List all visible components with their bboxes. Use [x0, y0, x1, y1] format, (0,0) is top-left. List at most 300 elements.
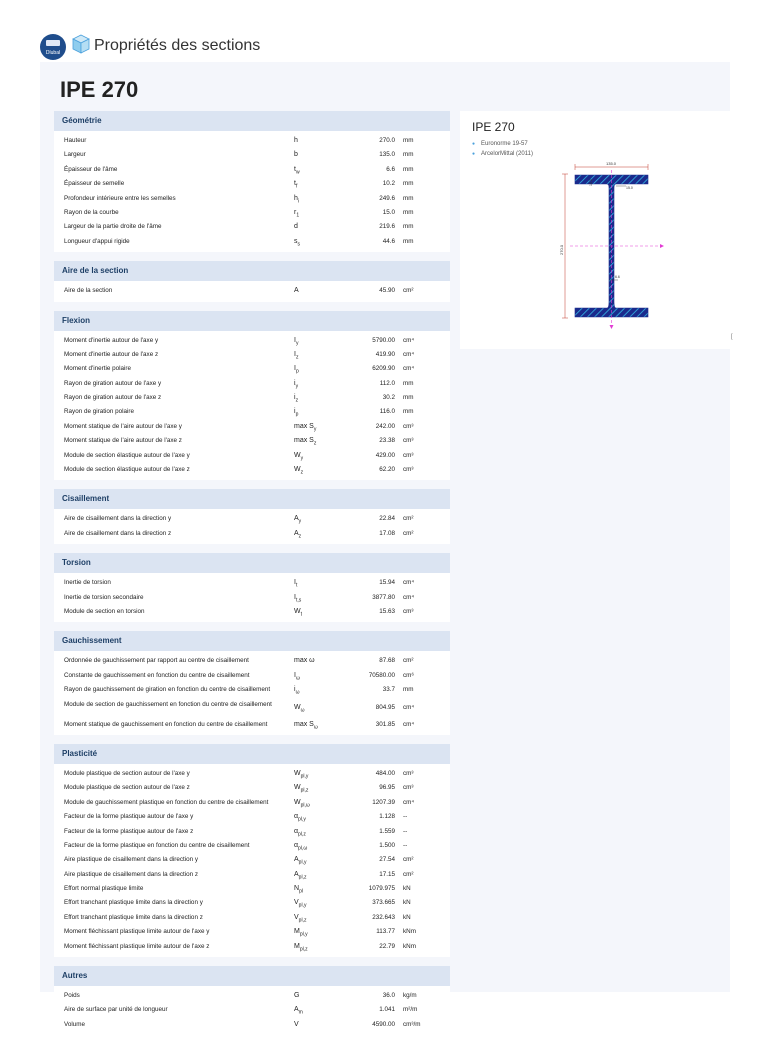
symbol-subscript: pl,z [298, 830, 306, 837]
property-value: 249.6 [379, 194, 395, 202]
symbol-main: A [294, 529, 299, 537]
symbol-subscript: ω [295, 675, 300, 682]
property-group [54, 744, 450, 957]
property-row [54, 669, 450, 683]
width-dim-label: 135.0 [606, 161, 617, 166]
group-header: Torsion [54, 553, 450, 573]
symbol-subscript: z [295, 354, 299, 361]
property-row [54, 882, 450, 896]
symbol-main: d [294, 223, 298, 231]
symbol-main: h [294, 137, 298, 144]
symbol-main: i [294, 379, 296, 387]
property-symbol [294, 284, 354, 298]
property-value: 33.7 [382, 686, 395, 694]
symbol-main: r [294, 208, 297, 216]
property-group [54, 966, 450, 1035]
property-symbol [294, 940, 354, 957]
symbol-subscript: y [298, 518, 302, 525]
property-value: 112.0 [379, 379, 395, 387]
property-unit: cm³ [403, 422, 414, 430]
property-symbol [294, 989, 354, 1003]
property-value: 17.08 [379, 529, 395, 537]
symbol-subscript: y [313, 426, 317, 433]
symbol-subscript: pl,ω [300, 802, 310, 809]
symbol-subscript: ω [295, 689, 300, 696]
property-row [54, 868, 450, 882]
property-row [54, 420, 450, 434]
property-row [54, 940, 450, 954]
symbol-main: I [294, 579, 296, 587]
symbol-main: max ω [294, 657, 315, 665]
property-value: 15.63 [379, 607, 395, 615]
property-value: 301.85 [375, 720, 395, 728]
symbol-subscript: pl,y [300, 773, 309, 780]
property-row [54, 591, 450, 605]
property-symbol [294, 235, 354, 252]
symbol-subscript: t [295, 582, 298, 589]
property-description: Rayon de giration autour de l'axe z [64, 394, 162, 402]
property-value: 1.500 [379, 841, 395, 849]
symbol-subscript: pl,y [298, 859, 307, 866]
property-unit: cm⁴ [403, 703, 415, 711]
symbol-subscript: pl,z [298, 874, 307, 881]
property-value: 44.6 [382, 237, 395, 245]
property-row [54, 989, 450, 1003]
property-unit: cm³ [403, 607, 414, 615]
property-description: Effort tranchant plastique limite dans la direction y [64, 899, 203, 907]
symbol-subscript: z [298, 533, 302, 540]
group-header: Plasticité [54, 744, 450, 764]
property-value: 4590.00 [372, 1020, 395, 1028]
property-value: 484.00 [375, 769, 395, 777]
property-row [54, 810, 450, 824]
property-value: 232.643 [372, 913, 395, 921]
property-row [54, 148, 450, 162]
property-row [54, 163, 450, 177]
symbol-main: V [294, 899, 299, 907]
symbol-main: b [294, 151, 298, 159]
symbol-subscript: s [297, 241, 300, 248]
section-drawing [560, 160, 735, 330]
property-value: 135.0 [379, 151, 395, 159]
property-unit: cm³ [403, 451, 414, 459]
property-row [54, 698, 450, 718]
property-value: 1079.975 [368, 885, 395, 893]
property-row [54, 391, 450, 405]
property-unit: m²/m [403, 1006, 418, 1014]
property-description: Moment d'inertie autour de l'axe z [64, 350, 159, 358]
property-value: 6209.90 [372, 365, 395, 373]
property-description: Rayon de giration autour de l'axe y [64, 379, 162, 387]
property-unit: cm⁶ [403, 671, 414, 679]
property-value: 3877.80 [372, 593, 395, 601]
property-value: 87.68 [379, 657, 395, 665]
property-unit: mm [403, 408, 414, 416]
property-description: Inertie de torsion [64, 579, 111, 587]
property-value: 1.128 [379, 813, 395, 821]
property-unit: cm³ [403, 437, 414, 445]
property-group [54, 631, 450, 735]
property-description: Moment fléchissant plastique limite autour de l'axe y [64, 928, 210, 936]
property-symbol [294, 654, 354, 668]
property-description: Rayon de gauchissement de giration en fonction du centre de cisaillement [64, 686, 271, 694]
property-row [54, 527, 450, 541]
property-row [54, 134, 450, 148]
symbol-subscript: t,s [295, 596, 302, 603]
property-value: 15.94 [379, 579, 395, 587]
symbol-main: A [294, 287, 299, 295]
symbol-subscript: y [295, 383, 299, 390]
symbol-main: W [294, 784, 301, 792]
property-description: Moment statique de l'aire autour de l'axe y [64, 422, 182, 430]
property-unit: kN [403, 885, 411, 893]
property-description: Rayon de la courbe [64, 208, 119, 216]
property-unit: mm [403, 223, 414, 231]
property-row [54, 605, 450, 619]
property-row [54, 463, 450, 477]
property-value: 373.665 [372, 899, 395, 907]
symbol-subscript: pl,z [299, 946, 308, 953]
symbol-subscript: p [295, 368, 299, 375]
flange-thickness-label: 10.2 [589, 179, 593, 186]
property-symbol [294, 134, 354, 148]
property-value: 45.90 [379, 287, 395, 295]
symbol-main: max S [294, 720, 314, 728]
property-symbol [294, 718, 354, 735]
reference-item[interactable]: ● Euronorme 19-57 [472, 139, 533, 149]
property-row [54, 896, 450, 910]
property-unit: cm⁴ [403, 579, 415, 587]
symbol-subscript: pl,z [298, 917, 307, 924]
symbol-main: M [294, 942, 300, 950]
property-unit: mm [403, 237, 414, 245]
property-unit: cm³ [403, 769, 414, 777]
property-value: 116.0 [379, 408, 395, 416]
property-description: Rayon de giration polaire [64, 408, 135, 416]
property-description: Moment statique de gauchissement en fonction du centre de cisaillement [64, 720, 268, 728]
page-title: IPE 270 [60, 77, 139, 102]
property-unit: mm [403, 379, 414, 387]
property-unit: cm⁴ [403, 336, 415, 344]
property-value: 27.54 [379, 856, 395, 864]
symbol-main: I [294, 365, 296, 373]
property-description: Module de section de gauchissement en fonction du centre de cisaillement [64, 700, 272, 708]
symbol-main: t [294, 180, 296, 188]
property-description: Module de gauchissement plastique en fonction du centre de cisaillement [64, 798, 269, 806]
group-header: Géométrie [54, 111, 450, 131]
property-unit: cm³ [403, 466, 414, 474]
property-unit: -- [403, 827, 408, 835]
symbol-main: W [294, 703, 301, 711]
property-unit: cm² [403, 657, 414, 665]
symbol-subscript: z [295, 397, 299, 404]
symbol-subscript: f [295, 183, 298, 190]
property-row [54, 853, 450, 867]
symbol-main: i [294, 408, 296, 416]
property-description: Facteur de la forme plastique autour de l'axe z [64, 827, 194, 835]
property-description: Constante de gauchissement en fonction du centre de cisaillement [64, 671, 250, 679]
symbol-main: W [294, 607, 301, 615]
property-unit: kN [403, 913, 411, 921]
symbol-main: W [294, 798, 301, 806]
property-value: 219.6 [379, 223, 395, 231]
property-row [54, 767, 450, 781]
property-row [54, 377, 450, 391]
property-description: Largeur de la partie droite de l'âme [64, 223, 162, 231]
symbol-main: W [294, 451, 301, 459]
property-description: Aire de la section [64, 287, 113, 295]
app-title: Propriétés des sections [94, 37, 261, 54]
symbol-main: i [294, 394, 296, 402]
property-unit: kNm [403, 928, 416, 936]
property-value: 1.559 [379, 827, 395, 835]
property-unit: cm² [403, 287, 414, 295]
symbol-subscript: ω [300, 706, 305, 713]
symbol-main: A [294, 856, 299, 864]
property-unit: mm [403, 394, 414, 402]
group-header: Aire de la section [54, 261, 450, 281]
property-unit: cm⁴ [403, 350, 415, 358]
property-description: Moment fléchissant plastique limite autour de l'axe z [64, 942, 210, 950]
symbol-main: h [294, 194, 298, 202]
property-symbol [294, 220, 354, 234]
property-description: Poids [64, 992, 80, 1000]
property-unit: kg/m [403, 992, 417, 1000]
symbol-subscript: i [297, 197, 300, 204]
property-description: Facteur de la forme plastique en fonction du centre de cisaillement [64, 841, 250, 849]
property-row [54, 781, 450, 795]
property-value: 6.6 [386, 165, 395, 173]
property-unit: kN [403, 899, 411, 907]
property-value: 17.15 [379, 870, 395, 878]
symbol-subscript: pl,y [298, 816, 306, 823]
property-unit: -- [403, 841, 408, 849]
property-description: Effort tranchant plastique limite dans la direction z [64, 913, 203, 921]
symbol-main: s [294, 237, 298, 245]
property-unit: mm [403, 208, 414, 216]
property-group [54, 111, 450, 252]
property-row [54, 206, 450, 220]
property-row [54, 718, 450, 732]
property-description: Volume [64, 1020, 86, 1028]
group-header: Cisaillement [54, 489, 450, 509]
property-row [54, 1018, 450, 1032]
property-unit: cm³ [403, 784, 414, 792]
property-unit: -- [403, 813, 408, 821]
symbol-main: i [294, 686, 296, 694]
property-symbol [294, 1018, 354, 1032]
property-group [54, 553, 450, 622]
property-value: 113.77 [376, 928, 395, 936]
symbol-main: I [294, 350, 296, 358]
symbol-main: max S [294, 437, 314, 445]
property-value: 30.2 [382, 394, 395, 402]
property-row [54, 348, 450, 362]
symbol-main: V [294, 913, 299, 921]
symbol-main: I [294, 336, 296, 344]
property-value: 62.20 [379, 466, 395, 474]
reference-list [472, 139, 533, 159]
property-value: 5790.00 [372, 336, 395, 344]
property-unit: cm⁴ [403, 365, 415, 373]
edge-glyph: [ [731, 334, 733, 340]
symbol-subscript: pl,y [298, 902, 307, 909]
property-row [54, 1003, 450, 1017]
symbol-subscript: pl [299, 888, 303, 895]
symbol-subscript: m [298, 1009, 303, 1016]
property-value: 429.00 [375, 451, 395, 459]
symbol-main: M [294, 928, 300, 936]
height-dim-label: 270.0 [559, 244, 564, 255]
property-symbol [294, 701, 354, 718]
property-value: 70580.00 [368, 671, 395, 679]
property-value: 1207.39 [372, 798, 395, 806]
property-unit: cm² [403, 856, 414, 864]
symbol-main: t [294, 165, 296, 173]
property-description: Ordonnée de gauchissement par rapport au centre de cisaillement [64, 657, 249, 665]
property-value: 36.0 [382, 992, 395, 1000]
property-description: Aire de cisaillement dans la direction y [64, 515, 172, 523]
property-description: Hauteur [64, 137, 87, 144]
property-unit: cm² [403, 529, 414, 537]
property-description: Aire plastique de cisaillement dans la direction z [64, 870, 199, 878]
property-description: Moment d'inertie autour de l'axe y [64, 336, 159, 344]
property-row [54, 235, 450, 249]
group-header: Autres [54, 966, 450, 986]
property-row [54, 512, 450, 526]
property-value: 419.90 [375, 350, 395, 358]
property-description: Moment d'inertie polaire [64, 365, 132, 373]
property-description: Module de section élastique autour de l'axe y [64, 451, 190, 459]
property-symbol [294, 148, 354, 162]
symbol-main: G [294, 992, 300, 1000]
property-row [54, 334, 450, 348]
symbol-main: α [294, 813, 299, 821]
property-group [54, 311, 450, 481]
symbol-main: α [294, 841, 299, 849]
property-row [54, 177, 450, 191]
property-unit: cm² [403, 515, 414, 523]
property-row [54, 796, 450, 810]
symbol-main: W [294, 466, 301, 474]
property-description: Épaisseur de l'âme [64, 165, 118, 173]
property-unit: cm² [403, 870, 414, 878]
property-description: Inertie de torsion secondaire [64, 593, 144, 601]
property-unit: cm⁴ [403, 593, 415, 601]
property-group [54, 489, 450, 544]
preview-title: IPE 270 [472, 120, 515, 134]
property-row [54, 220, 450, 234]
property-row [54, 683, 450, 697]
symbol-main: I [294, 593, 296, 601]
dlubal-logo: Dlubal [40, 34, 66, 60]
property-unit: cm⁴ [403, 798, 415, 806]
property-description: Aire de cisaillement dans la direction z [64, 529, 172, 537]
symbol-subscript: p [295, 411, 299, 418]
symbol-main: A [294, 515, 299, 523]
property-value: 23.38 [379, 437, 395, 445]
property-description: Aire plastique de cisaillement dans la direction y [64, 856, 199, 864]
property-row [54, 284, 450, 298]
property-description: Moment statique de l'aire autour de l'axe z [64, 437, 182, 445]
property-value: 22.79 [379, 942, 395, 950]
group-header: Gauchissement [54, 631, 450, 651]
symbol-subscript: pl,z [300, 787, 309, 794]
property-value: 270.0 [379, 137, 395, 144]
property-value: 96.95 [379, 784, 395, 792]
symbol-subscript: w [295, 169, 300, 176]
property-row [54, 434, 450, 448]
property-description: Épaisseur de semelle [64, 180, 125, 188]
symbol-main: V [294, 1020, 299, 1028]
property-description: Module plastique de section autour de l'axe y [64, 769, 190, 777]
property-value: 1.041 [379, 1006, 395, 1014]
property-group [54, 261, 450, 301]
property-unit: cm⁴ [403, 720, 415, 728]
property-description: Aire de surface par unité de longueur [64, 1006, 168, 1014]
property-row [54, 839, 450, 853]
symbol-main: I [294, 671, 296, 679]
symbol-main: A [294, 1006, 299, 1014]
property-description: Facteur de la forme plastique autour de l'axe y [64, 813, 194, 821]
property-row [54, 576, 450, 590]
symbol-main: N [294, 885, 300, 893]
property-value: 22.84 [379, 515, 395, 523]
app-header [38, 30, 738, 64]
property-row [54, 911, 450, 925]
web-thickness-label: 6.6 [615, 275, 620, 279]
symbol-subscript: z [300, 469, 304, 476]
symbol-subscript: pl,ω [298, 845, 308, 852]
symbol-subscript: 1 [296, 212, 300, 219]
property-value: 242.00 [375, 422, 395, 430]
symbol-subscript: y [295, 339, 299, 346]
property-row [54, 825, 450, 839]
property-row [54, 654, 450, 668]
property-description: Module plastique de section autour de l'axe z [64, 784, 190, 792]
property-row [54, 362, 450, 376]
property-unit: kNm [403, 942, 416, 950]
symbol-main: α [294, 827, 299, 835]
property-symbol [294, 463, 354, 480]
property-unit: mm [403, 194, 414, 202]
symbol-subscript: pl,y [299, 931, 308, 938]
property-unit: mm [403, 151, 414, 159]
property-unit: mm [403, 686, 414, 694]
radius-label: 15.0 [626, 186, 633, 190]
property-symbol [294, 605, 354, 622]
group-header: Flexion [54, 311, 450, 331]
property-row [54, 192, 450, 206]
property-unit: mm [403, 137, 414, 144]
symbol-subscript: z [313, 440, 317, 447]
symbol-subscript: ω [313, 723, 318, 730]
property-description: Longueur d'appui rigide [64, 237, 130, 245]
property-description: Module de section élastique autour de l'axe z [64, 466, 190, 474]
reference-item[interactable]: ● ArcelorMittal (2011) [472, 149, 533, 159]
property-value: 15.0 [382, 208, 395, 216]
symbol-main: W [294, 769, 301, 777]
symbol-subscript: t [300, 611, 302, 618]
property-row [54, 449, 450, 463]
property-symbol [294, 527, 354, 544]
property-row [54, 925, 450, 939]
property-row [54, 405, 450, 419]
property-description: Profondeur intérieure entre les semelles [64, 194, 176, 202]
symbol-main: max S [294, 422, 314, 430]
property-unit: mm [403, 165, 414, 173]
properties-tables [54, 111, 450, 1044]
